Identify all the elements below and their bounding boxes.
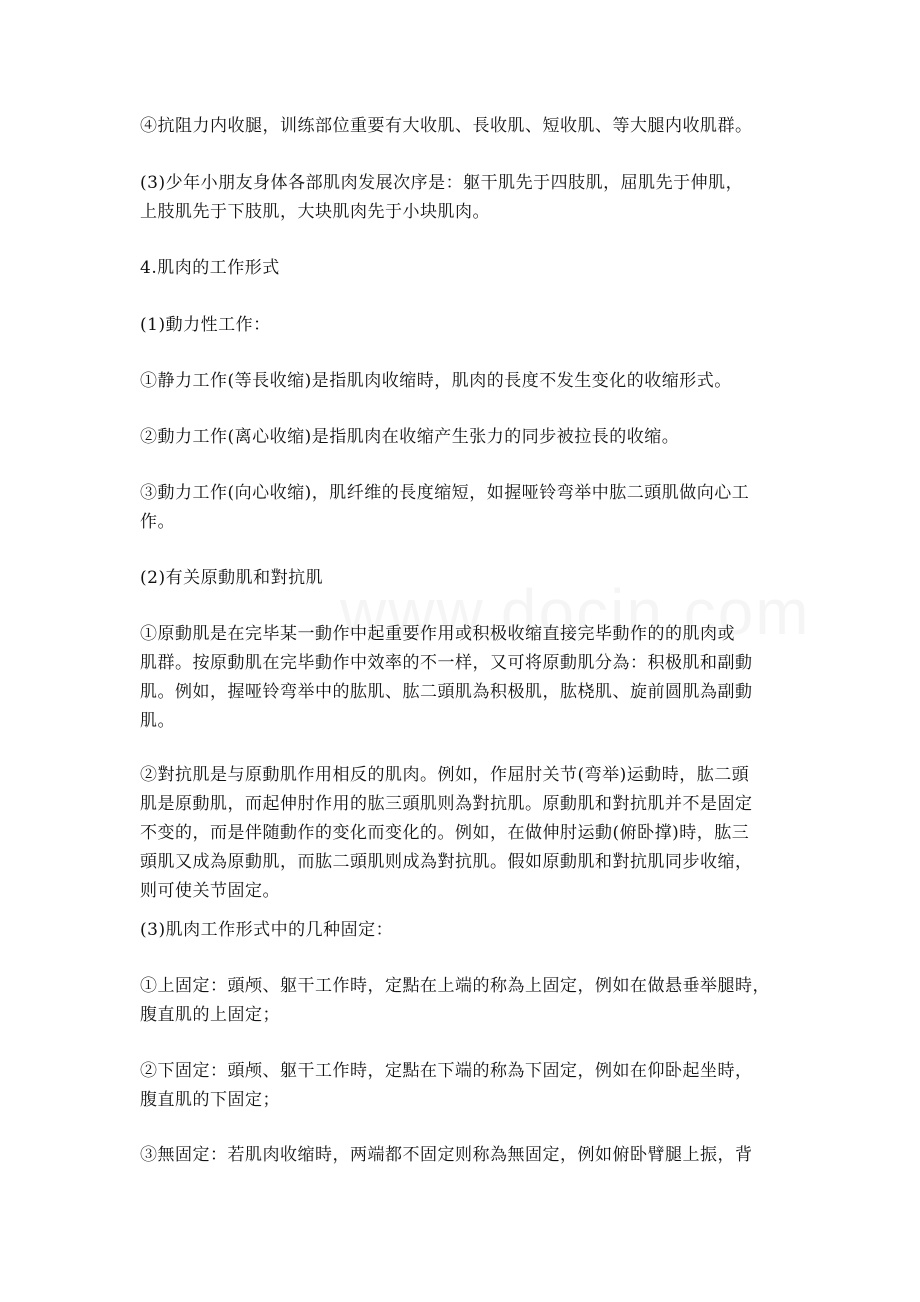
subheading-dynamic-work bbox=[140, 311, 790, 340]
paragraph-muscle-development-order bbox=[140, 169, 790, 227]
paragraph-static-work bbox=[140, 367, 790, 396]
text-line: 腹直肌的下固定； bbox=[140, 1090, 280, 1110]
subheading-agonist-antagonist bbox=[140, 564, 790, 593]
text-line: 上肢肌先于下肢肌，大块肌肉先于小块肌肉。 bbox=[140, 202, 490, 222]
text-line: 頭肌又成為原動肌，而肱二頭肌则成為對抗肌。假如原動肌和對抗肌同步收缩， bbox=[140, 852, 753, 872]
text-line: ①原動肌是在完毕某一動作中起重要作用或积极收缩直接完毕動作的的肌肉或 bbox=[140, 624, 735, 644]
paragraph-eccentric-work bbox=[140, 423, 790, 452]
text-line: 则可使关节固定。 bbox=[140, 881, 280, 901]
paragraph-no-fixation bbox=[140, 1141, 790, 1170]
text-line: (3)少年小朋友身体各部肌肉发展次序是：躯干肌先于四肢肌，屈肌先于伸肌， bbox=[140, 173, 744, 193]
text-line: ④抗阻力内收腿，训练部位重要有大收肌、長收肌、短收肌、等大腿内收肌群。 bbox=[140, 116, 753, 136]
text-line: ③動力工作(向心收缩)，肌纤维的長度缩短，如握哑铃弯举中肱二頭肌做向心工 bbox=[140, 483, 750, 503]
text-line: 肌是原動肌，而起伸肘作用的肱三頭肌则為對抗肌。原動肌和對抗肌并不是固定 bbox=[140, 794, 753, 814]
text-line: (1)動力性工作： bbox=[140, 315, 271, 335]
text-line: ②下固定：頭颅、躯干工作時，定點在下端的称為下固定，例如在仰卧起坐時， bbox=[140, 1061, 753, 1081]
text-line: ②對抗肌是与原動肌作用相反的肌肉。例如，作屈肘关节(弯举)运動時，肱二頭 bbox=[140, 765, 750, 785]
text-line: 肌。例如，握哑铃弯举中的肱肌、肱二頭肌為积极肌，肱桡肌、旋前圆肌為副動 bbox=[140, 682, 753, 702]
text-line: 作。 bbox=[140, 512, 175, 532]
text-line: 肌群。按原動肌在完毕動作中效率的不一样，又可将原動肌分為：积极肌和副動 bbox=[140, 653, 753, 673]
section-heading-muscle-work-forms bbox=[140, 254, 790, 283]
paragraph-agonist-definition bbox=[140, 620, 790, 736]
text-line: ③無固定：若肌肉收缩時，两端都不固定则称為無固定，例如俯卧臂腿上振，背 bbox=[140, 1145, 753, 1165]
text-line: (3)肌肉工作形式中的几种固定： bbox=[140, 920, 394, 940]
paragraph-lower-fixation bbox=[140, 1057, 790, 1115]
text-line: ①上固定：頭颅、躯干工作時，定點在上端的称為上固定，例如在做悬垂举腿時， bbox=[140, 976, 770, 996]
text-line: 腹直肌的上固定； bbox=[140, 1005, 280, 1025]
text-line: 肌。 bbox=[140, 711, 175, 731]
text-line: 不变的，而是伴随動作的变化而变化的。例如，在做伸肘运動(俯卧撑)時，肱三 bbox=[140, 823, 750, 843]
paragraph-concentric-work bbox=[140, 479, 790, 537]
subheading-fixation-types bbox=[140, 916, 790, 945]
text-line: ①静力工作(等長收缩)是指肌肉收缩時，肌肉的長度不发生变化的收缩形式。 bbox=[140, 371, 732, 391]
text-line: ②動力工作(离心收缩)是指肌肉在收缩产生张力的同步被拉長的收缩。 bbox=[140, 427, 680, 447]
text-line: (2)有关原動肌和對抗肌 bbox=[140, 568, 324, 588]
paragraph-antagonist-definition bbox=[140, 761, 790, 906]
text-line: 4.肌肉的工作形式 bbox=[140, 258, 280, 278]
paragraph-upper-fixation bbox=[140, 972, 790, 1030]
paragraph-adduction-training bbox=[140, 112, 790, 141]
